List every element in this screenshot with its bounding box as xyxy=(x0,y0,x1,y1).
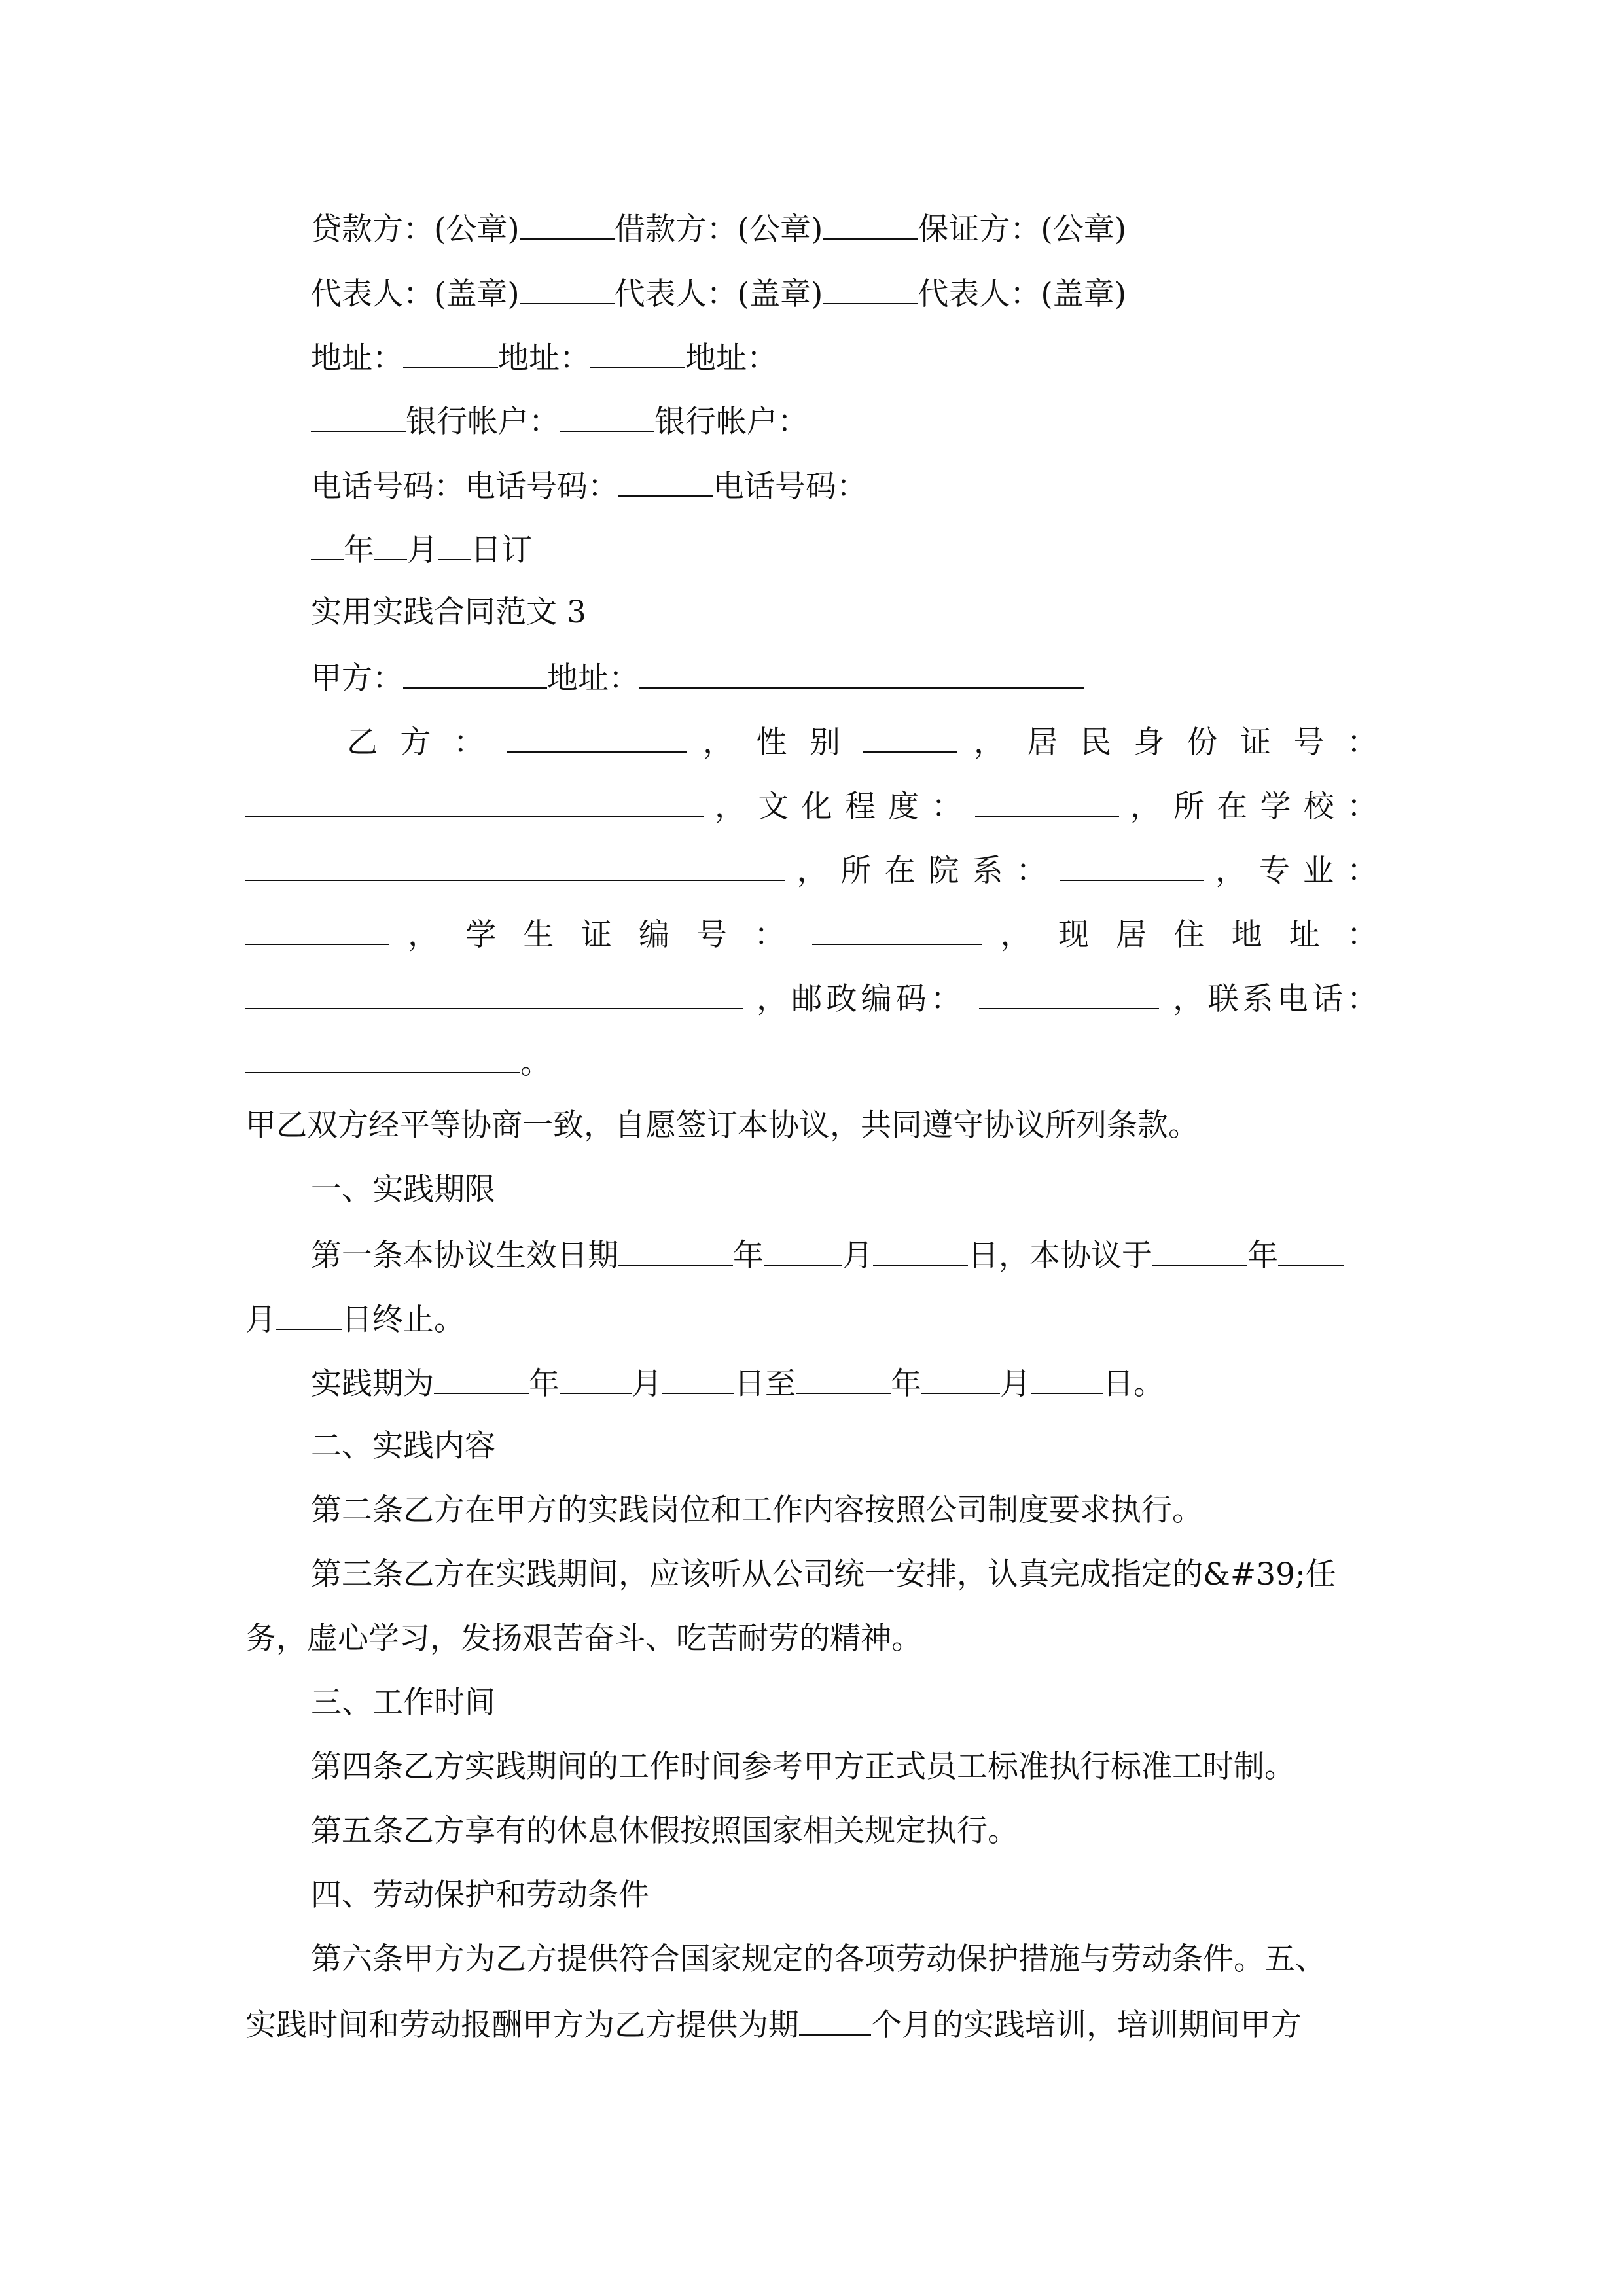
address-label: 地址： xyxy=(685,340,777,376)
blank xyxy=(1278,1234,1344,1266)
year-label: 年 xyxy=(733,1238,764,1274)
address-label: 地址： xyxy=(547,660,639,696)
contact-phone-label: ，联系电话： xyxy=(1173,981,1378,1017)
phone-label: 电话号码： xyxy=(713,469,867,505)
phone-label: 电话号码：电话号码： xyxy=(311,469,618,505)
blank xyxy=(520,273,615,304)
year-label: 年 xyxy=(344,532,374,568)
year-label: 年 xyxy=(891,1366,921,1402)
blank xyxy=(560,401,654,432)
blank xyxy=(1152,1234,1247,1266)
bank-account-line xyxy=(311,401,1378,442)
article-text: 日至 xyxy=(734,1366,796,1402)
blank xyxy=(590,337,685,368)
month-label: 月 xyxy=(1000,1366,1031,1402)
bank-account-label: 银行帐户： xyxy=(406,404,560,440)
paragraph-text: 个月的实践培训，培训期间甲方 xyxy=(871,2007,1302,2043)
education-line xyxy=(245,785,1378,827)
blank xyxy=(639,657,1084,689)
party-b-label: 乙 方 ： xyxy=(347,725,491,761)
id-number-label: ， 居 民 身 份 证 号 ： xyxy=(973,725,1378,761)
blank xyxy=(618,465,713,497)
blank xyxy=(873,1234,968,1266)
blank xyxy=(507,721,687,753)
representative-label: 代表人：(盖章) xyxy=(311,276,520,312)
blank xyxy=(823,273,918,304)
blank xyxy=(245,1042,520,1073)
day-label: 日订 xyxy=(471,532,532,568)
school-label: ， 所 在 学 校 ： xyxy=(1130,789,1378,825)
article-1-line xyxy=(311,1234,1378,1276)
blank xyxy=(796,1363,891,1394)
party-a-label: 甲方： xyxy=(311,660,403,696)
month-label: 月 xyxy=(842,1238,873,1274)
year-label: 年 xyxy=(529,1366,560,1402)
major-label: ， 专 业 ： xyxy=(1215,853,1378,889)
paragraph: 第五条乙方享有的休息休假按照国家相关规定执行。 xyxy=(311,1813,1018,1849)
practice-period-line xyxy=(311,1363,1378,1404)
residence-label: ， 现 居 住 地 址 ： xyxy=(1000,917,1378,953)
student-id-label: ， 学 生 证 编 号 ： xyxy=(408,917,794,953)
blank xyxy=(618,1234,733,1266)
student-id-line xyxy=(245,914,1378,955)
blank xyxy=(434,1363,529,1394)
paragraph: 第二条乙方在甲方的实践岗位和工作内容按照公司制度要求执行。 xyxy=(311,1492,1203,1528)
article-text: 日，本协议于 xyxy=(968,1238,1152,1274)
section-heading: 三、工作时间 xyxy=(311,1685,495,1721)
section-heading: 二、实践内容 xyxy=(311,1428,495,1464)
article-text: 第一条本协议生效日期 xyxy=(311,1238,618,1274)
blank xyxy=(245,785,704,817)
borrower-seal-label: 借款方：(公章) xyxy=(614,211,823,247)
guarantor-seal-label: 保证方：(公章) xyxy=(918,211,1127,247)
department-line xyxy=(245,850,1378,891)
section-heading: 四、劳动保护和劳动条件 xyxy=(311,1877,649,1913)
postal-line xyxy=(245,978,1378,1019)
signature-party-line xyxy=(311,208,1378,249)
representative-line xyxy=(311,273,1378,314)
blank xyxy=(374,529,407,560)
address-line xyxy=(311,337,1378,378)
phone-blank-line xyxy=(245,1042,1378,1083)
department-label: ， 所 在 院 系 ： xyxy=(796,853,1049,889)
period-mark: 。 xyxy=(520,1045,551,1081)
blank xyxy=(276,1299,342,1330)
blank xyxy=(438,529,471,560)
blank xyxy=(975,785,1119,817)
blank xyxy=(921,1363,1000,1394)
year-label: 年 xyxy=(1247,1238,1278,1274)
gender-label: ， 性 别 xyxy=(702,725,847,761)
article-text: 日终止。 xyxy=(342,1302,465,1338)
paragraph: 务，虚心学习，发扬艰苦奋斗、吃苦耐劳的精神。 xyxy=(245,1621,922,1657)
representative-label: 代表人：(盖章) xyxy=(614,276,823,312)
blank xyxy=(245,914,389,945)
month-label: 月 xyxy=(245,1302,276,1338)
month-label: 月 xyxy=(407,532,438,568)
bank-account-label: 银行帐户： xyxy=(654,404,808,440)
blank xyxy=(311,529,344,560)
party-a-line xyxy=(311,657,1378,698)
blank xyxy=(245,978,743,1009)
paragraph-text: 实践时间和劳动报酬甲方为乙方提供为期 xyxy=(245,2007,799,2043)
blank xyxy=(979,978,1159,1009)
blank xyxy=(799,2004,871,2036)
address-label: 地址： xyxy=(311,340,403,376)
blank xyxy=(403,337,498,368)
education-label: ， 文 化 程 度 ： xyxy=(715,789,964,825)
article-text: 日。 xyxy=(1103,1366,1164,1402)
blank xyxy=(812,914,982,945)
paragraph: 甲乙双方经平等协商一致，自愿签订本协议，共同遵守协议所列条款。 xyxy=(245,1107,1199,1143)
article-text: 实践期为 xyxy=(311,1366,434,1402)
lender-seal-label: 贷款方：(公章) xyxy=(311,211,520,247)
representative-label: 代表人：(盖章) xyxy=(918,276,1127,312)
blank xyxy=(403,657,547,689)
blank xyxy=(863,721,957,753)
party-b-line xyxy=(347,721,1378,762)
postal-code-label: ，邮政编码： xyxy=(757,981,966,1017)
blank xyxy=(560,1363,632,1394)
blank xyxy=(662,1363,734,1394)
section-heading: 一、实践期限 xyxy=(311,1172,495,1208)
phone-line xyxy=(311,465,1378,507)
blank xyxy=(1060,850,1204,881)
blank xyxy=(520,208,615,240)
blank xyxy=(245,850,785,881)
blank xyxy=(823,208,918,240)
address-label: 地址： xyxy=(498,340,590,376)
blank xyxy=(764,1234,842,1266)
blank xyxy=(311,401,406,432)
paragraph: 第三条乙方在实践期间，应该听从公司统一安排，认真完成指定的&#39;任 xyxy=(311,1556,1336,1592)
date-line xyxy=(311,529,1378,570)
section-title: 实用实践合同范文 3 xyxy=(311,594,586,630)
paragraph xyxy=(245,2004,1378,2045)
month-label: 月 xyxy=(632,1366,662,1402)
paragraph: 第六条甲方为乙方提供符合国家规定的各项劳动保护措施与劳动条件。五、 xyxy=(311,1941,1326,1977)
paragraph: 第四条乙方实践期间的工作时间参考甲方正式员工标准执行标准工时制。 xyxy=(311,1749,1295,1785)
blank xyxy=(1031,1363,1103,1394)
article-1-end-line xyxy=(245,1299,1378,1340)
